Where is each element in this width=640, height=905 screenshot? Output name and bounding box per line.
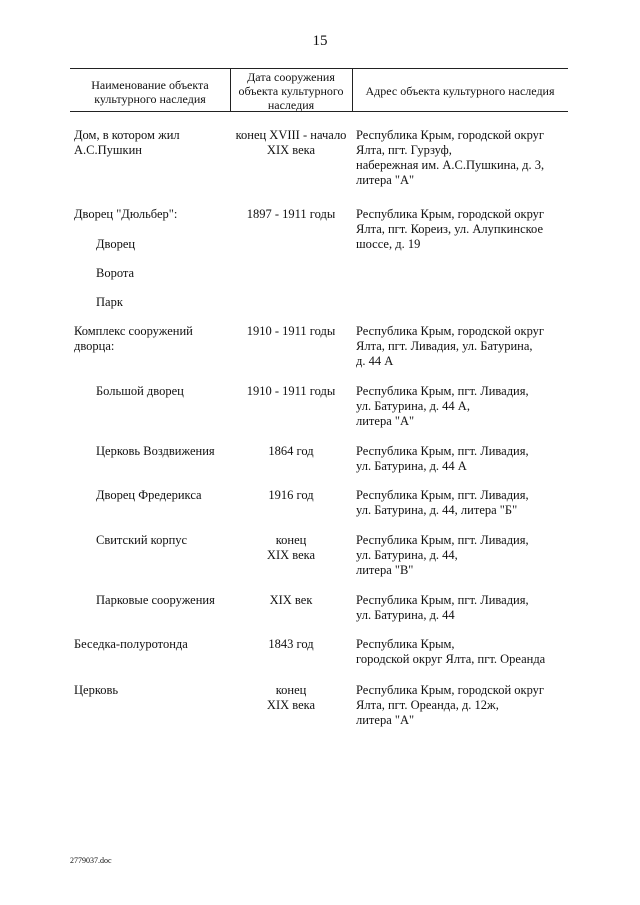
address-line: городской округ Ялта, пгт. Ореанда <box>356 652 546 666</box>
address-line: ул. Батурина, д. 44, <box>356 548 458 562</box>
name-line: Ворота <box>96 266 135 280</box>
address-line: Ялта, пгт. Кореиз, ул. Алупкинское <box>356 222 543 236</box>
name-line: Комплекс сооружений <box>74 324 193 338</box>
name-line: Дом, в котором жил <box>74 128 180 142</box>
date-line: XIX века <box>266 698 316 712</box>
table-top-rule <box>70 68 568 69</box>
date-line: 1843 год <box>268 637 314 651</box>
date-line: XIX века <box>266 143 316 157</box>
address-line: ул. Батурина, д. 44 А <box>356 459 467 473</box>
construction-date <box>230 683 352 713</box>
object-name <box>74 128 234 158</box>
date-line: XIX век <box>269 593 313 607</box>
date-line: XIX века <box>266 548 316 562</box>
object-name <box>96 593 236 608</box>
object-name <box>74 207 234 222</box>
address-line: литера "А" <box>356 713 415 727</box>
construction-date <box>230 533 352 563</box>
address-line: Республика Крым, городской округ <box>356 683 545 697</box>
document-filename: 2779037.doc <box>70 856 112 865</box>
address-line: набережная им. А.С.Пушкина, д. 3, <box>356 158 545 172</box>
date-line: 1910 - 1911 годы <box>246 384 336 398</box>
object-address <box>356 128 568 188</box>
address-line: Республика Крым, пгт. Ливадия, <box>356 488 529 502</box>
construction-date <box>230 637 352 652</box>
address-line: ул. Батурина, д. 44 А, <box>356 399 470 413</box>
date-line: 1897 - 1911 годы <box>246 207 336 221</box>
address-line: литера "А" <box>356 414 415 428</box>
date-line: 1910 - 1911 годы <box>246 324 336 338</box>
address-line: ул. Батурина, д. 44, литера "Б" <box>356 503 518 517</box>
address-line: Республика Крым, пгт. Ливадия, <box>356 593 529 607</box>
date-line: конец XVIII - начало <box>235 128 347 142</box>
address-line: Республика Крым, пгт. Ливадия, <box>356 384 529 398</box>
header-text: культурного наследия <box>94 92 206 106</box>
object-address <box>356 207 568 252</box>
object-name <box>96 488 236 503</box>
object-address <box>356 637 568 667</box>
header-text: объекта культурного <box>238 84 344 98</box>
object-name <box>74 637 234 652</box>
address-line: литера "А" <box>356 173 415 187</box>
object-name <box>96 533 236 548</box>
address-line: Республика Крым, пгт. Ливадия, <box>356 533 529 547</box>
name-line: дворца: <box>74 339 115 353</box>
address-line: Ялта, пгт. Ливадия, ул. Батурина, <box>356 339 533 353</box>
date-line: конец <box>275 683 307 697</box>
construction-date <box>230 593 352 608</box>
address-line: д. 44 А <box>356 354 394 368</box>
object-address <box>356 444 568 474</box>
address-line: Республика Крым, городской округ <box>356 324 545 338</box>
address-line: шоссе, д. 19 <box>356 237 421 251</box>
name-line: Парк <box>96 295 123 309</box>
name-line: Церковь Воздвижения <box>96 444 215 458</box>
address-line: Ялта, пгт. Ореанда, д. 12ж, <box>356 698 499 712</box>
construction-date <box>230 384 352 399</box>
object-address <box>356 384 568 429</box>
object-name <box>96 444 236 459</box>
header-text: Наименование объекта <box>91 78 209 92</box>
construction-date <box>230 324 352 339</box>
address-line: ул. Батурина, д. 44 <box>356 608 455 622</box>
name-line: Большой дворец <box>96 384 184 398</box>
construction-date <box>230 444 352 459</box>
name-line: Дворец <box>96 237 136 251</box>
date-line: конец <box>275 533 307 547</box>
address-line: Республика Крым, городской округ <box>356 207 545 221</box>
object-address <box>356 683 568 728</box>
object-name <box>96 295 236 310</box>
name-line: Церковь <box>74 683 119 697</box>
object-name <box>96 237 236 252</box>
object-name <box>96 266 236 281</box>
object-name <box>96 384 236 399</box>
date-line: 1916 год <box>268 488 314 502</box>
object-address <box>356 533 568 578</box>
name-line: Беседка-полуротонда <box>74 637 188 651</box>
object-name <box>74 324 234 354</box>
date-line: 1864 год <box>268 444 314 458</box>
address-line: Республика Крым, <box>356 637 455 651</box>
construction-date <box>230 207 352 222</box>
header-name-column <box>70 78 230 106</box>
address-line: Республика Крым, пгт. Ливадия, <box>356 444 529 458</box>
address-line: Республика Крым, городской округ <box>356 128 545 142</box>
address-line: литера "В" <box>356 563 414 577</box>
object-address <box>356 488 568 518</box>
object-name <box>74 683 234 698</box>
address-line: Ялта, пгт. Гурзуф, <box>356 143 452 157</box>
header-address-column <box>352 84 568 98</box>
header-text: Дата сооружения <box>247 70 335 84</box>
object-address <box>356 593 568 623</box>
header-text: наследия <box>267 98 315 112</box>
name-line: А.С.Пушкин <box>74 143 142 157</box>
header-date-column <box>230 70 352 112</box>
construction-date <box>230 128 352 158</box>
name-line: Парковые сооружения <box>96 593 215 607</box>
page-number: 15 <box>312 33 328 49</box>
construction-date <box>230 488 352 503</box>
name-line: Свитский корпус <box>96 533 188 547</box>
name-line: Дворец Фредерикса <box>96 488 202 502</box>
name-line: Дворец "Дюльбер": <box>74 207 178 221</box>
object-address <box>356 324 568 369</box>
header-text: Адрес объекта культурного наследия <box>365 84 555 98</box>
